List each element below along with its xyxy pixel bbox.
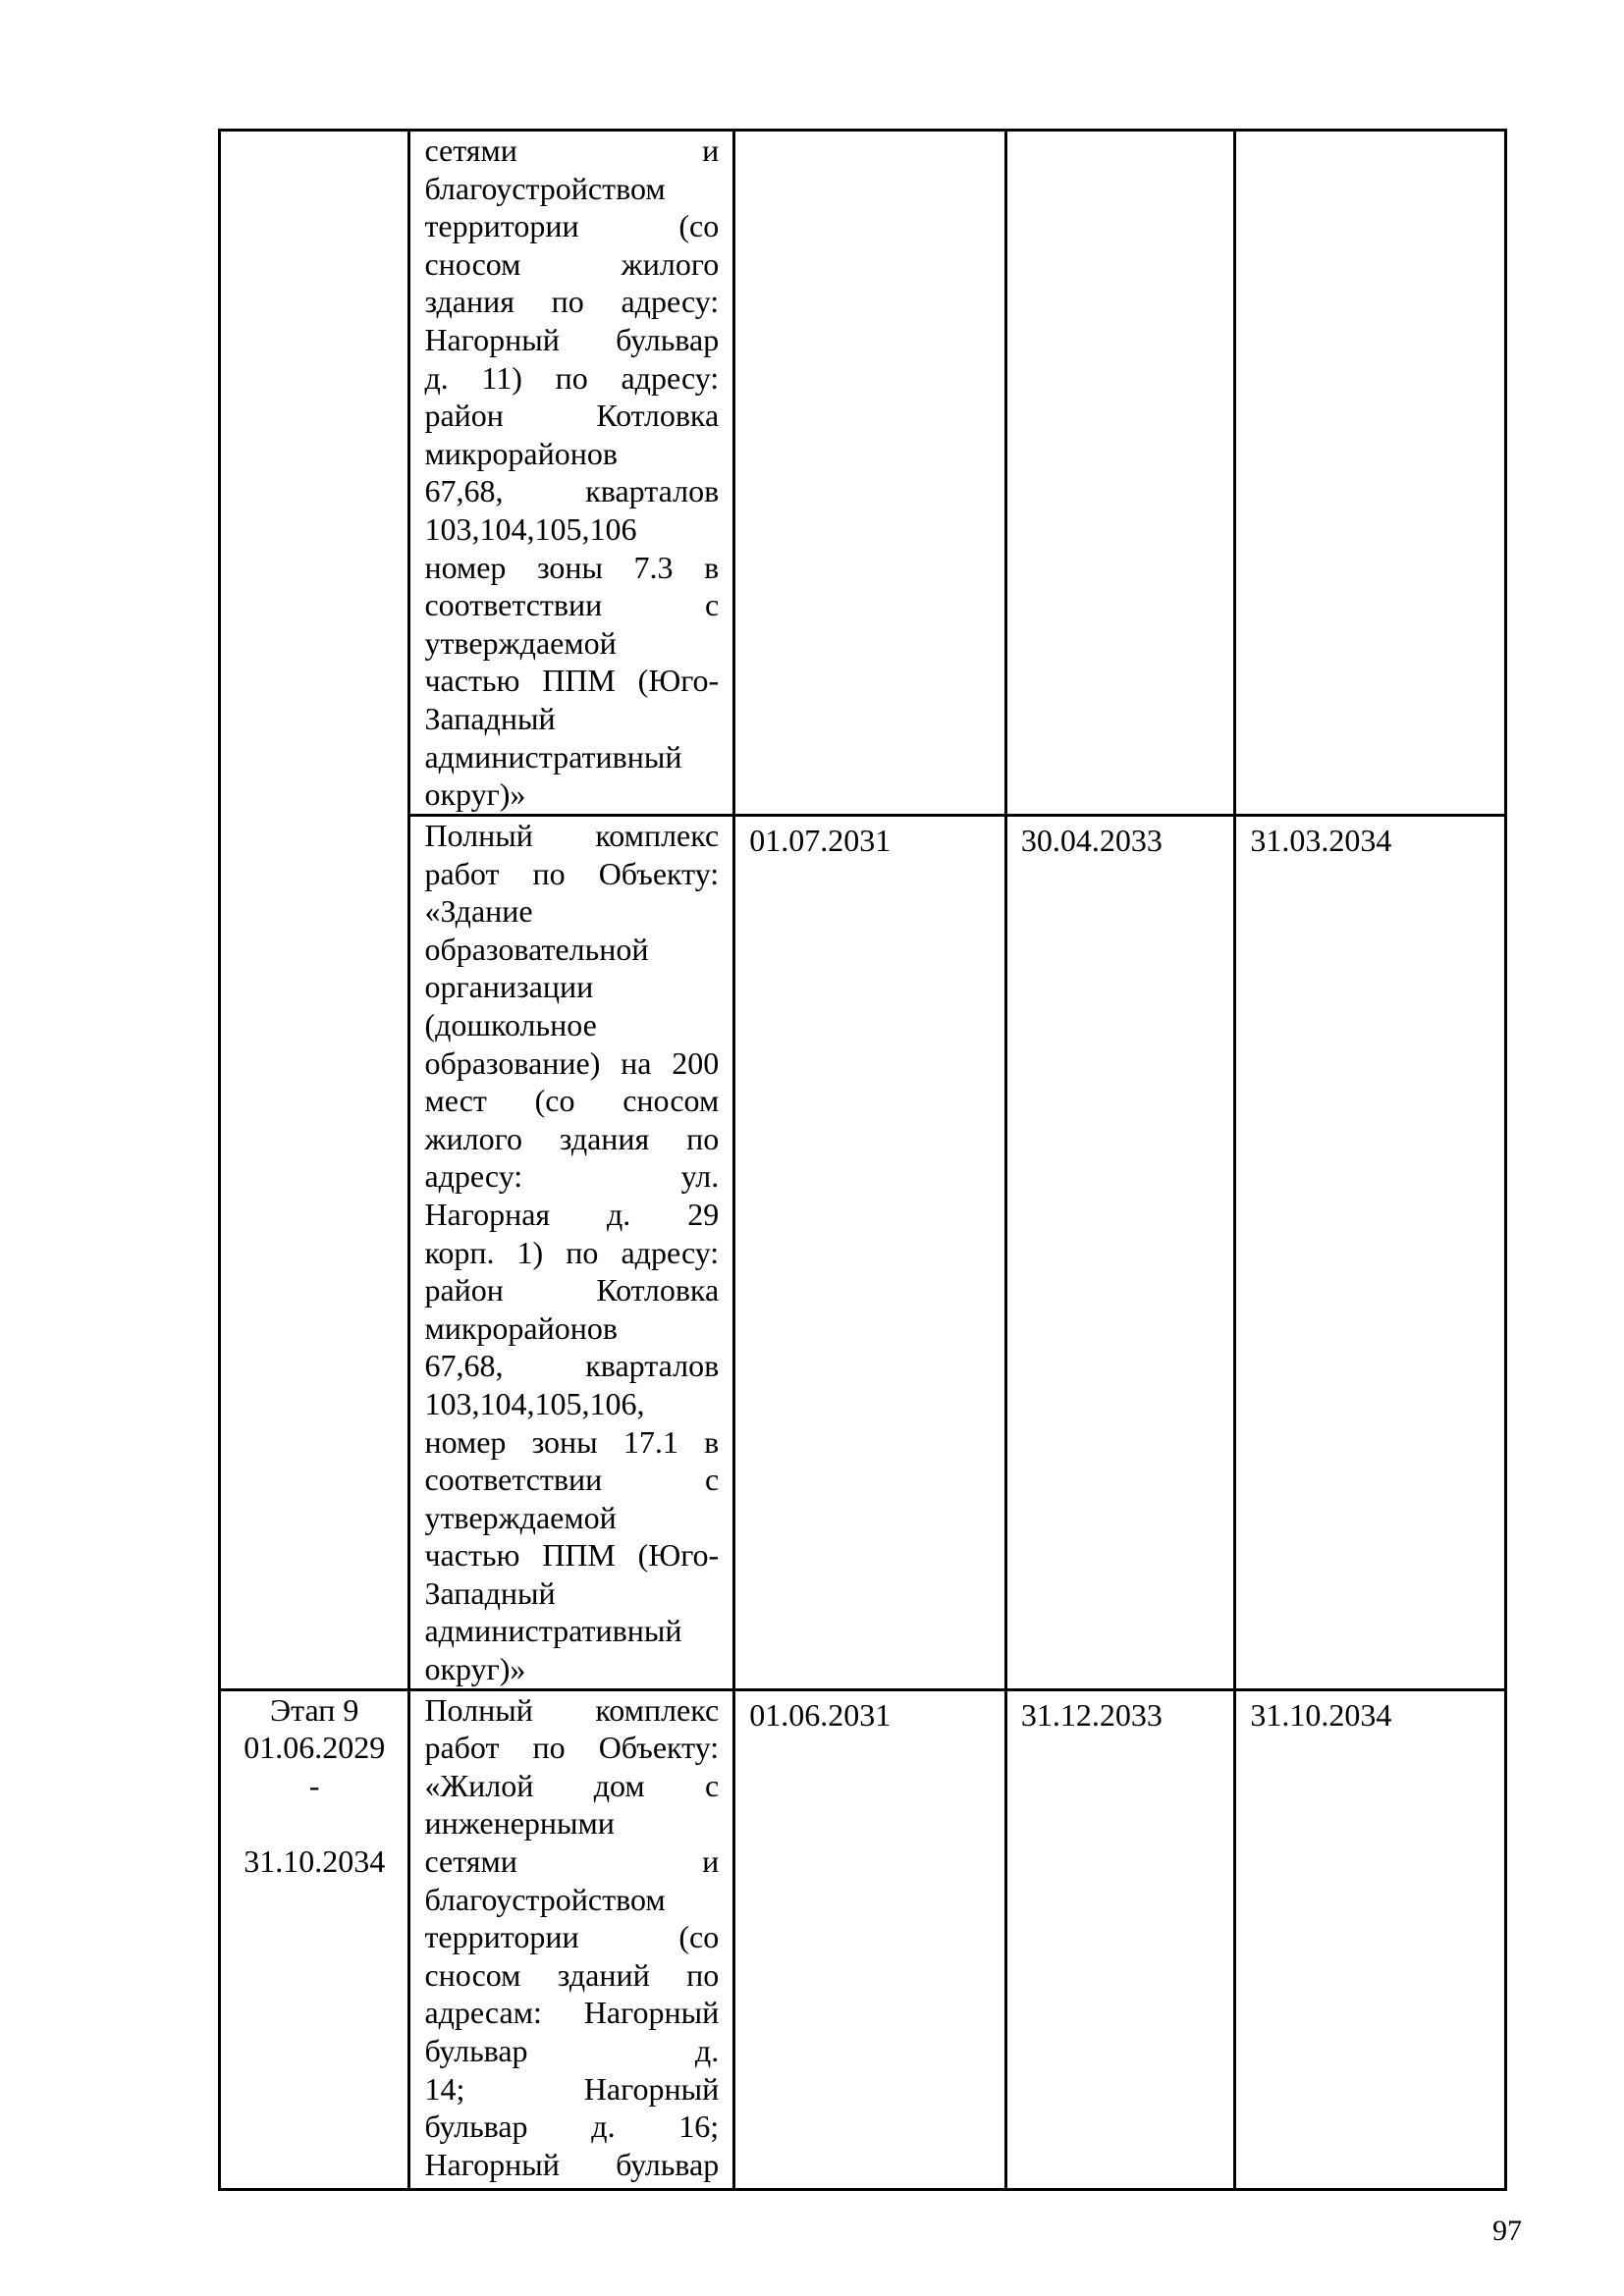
description-line: частью ППМ (Юго- (424, 663, 720, 699)
description-line: работ по Объекту: (424, 1730, 720, 1766)
description-line: образовательной (424, 931, 649, 967)
stage-line: Этап 9 (270, 1691, 359, 1728)
description-cell (409, 816, 734, 1690)
start-date-cell: 01.07.2031 (734, 816, 1006, 1690)
description-line: Западный (424, 1575, 556, 1611)
description-line: сносом зданий по (424, 1956, 720, 1993)
description-line: сносом жилого (424, 245, 720, 282)
description-line: 103,104,105,106, (424, 1385, 645, 1421)
description-line: сетями и (424, 1843, 720, 1880)
final-date-cell: 31.03.2034 (1235, 816, 1506, 1690)
description-line: «Здание (424, 893, 533, 930)
stage-cell (220, 131, 409, 1690)
description-line: адресу: ул. (424, 1158, 720, 1195)
stage-line: 31.10.2034 (244, 1843, 386, 1880)
description-line: округ)» (424, 776, 526, 813)
description-line: микрорайонов (424, 1309, 618, 1346)
description-line: административный (424, 738, 682, 774)
page-number: 97 (1492, 2215, 1522, 2247)
description-line: корп. 1) по адресу: (424, 1234, 720, 1270)
description-line: организации (424, 969, 594, 1005)
description-line: бульвар д. 16; (424, 2109, 720, 2145)
schedule-table (218, 129, 1507, 2191)
description-line: административный (424, 1613, 682, 1649)
description-line: здания по адресу: (424, 284, 720, 320)
description-line: сетями и (424, 133, 720, 168)
final-date-cell (1235, 131, 1506, 816)
description-line: Западный (424, 700, 556, 736)
description-line: номер зоны 17.1 в (424, 1423, 720, 1460)
description-line: 14; Нагорный (424, 2070, 720, 2107)
description-line: Нагорный бульвар (424, 2146, 720, 2182)
description-line: округ)» (424, 1651, 526, 1687)
description-cell (409, 131, 734, 816)
description-line: утверждаемой (424, 624, 617, 661)
description-line: Нагорный бульвар (424, 321, 720, 357)
description-line: жилого здания по (424, 1120, 720, 1156)
description-cell (409, 1689, 734, 2189)
description-line: образование) на 200 (424, 1044, 720, 1081)
description-line: территории (со (424, 208, 720, 244)
stage-line: - (308, 1767, 320, 1803)
description-line: работ по Объекту: (424, 855, 720, 891)
description-line: частью ППМ (Юго- (424, 1537, 720, 1574)
final-date-cell: 31.10.2034 (1235, 1689, 1506, 2189)
table-row (220, 816, 1506, 1690)
start-date-cell: 01.06.2031 (734, 1689, 1006, 2189)
description-line: д. 11) по адресу: (424, 359, 720, 396)
description-line: утверждаемой (424, 1499, 617, 1535)
description-line: соответствии с (424, 1462, 720, 1498)
description-line: район Котловка (424, 398, 720, 434)
end-date-cell (1005, 131, 1235, 816)
description-line: номер зоны 7.3 в (424, 549, 720, 585)
description-line: микрорайонов (424, 435, 618, 471)
description-line: инженерными (424, 1805, 615, 1842)
stage-line (221, 1804, 407, 1842)
description-line: Полный комплекс (424, 818, 720, 853)
description-line: благоустройством (424, 170, 666, 206)
description-line: территории (со (424, 1919, 720, 1955)
description-line: адресам: Нагорный (424, 1995, 720, 2031)
description-line: «Жилой дом с (424, 1767, 720, 1803)
description-line: бульвар д. (424, 2033, 720, 2068)
description-line: 103,104,105,106 (424, 510, 637, 547)
start-date-cell (734, 131, 1006, 816)
table-row (220, 1689, 1506, 2189)
description-line: 67,68, кварталов (424, 473, 720, 509)
table-row (220, 131, 1506, 816)
description-line: район Котловка (424, 1272, 720, 1308)
description-line: благоустройством (424, 1881, 666, 1917)
description-line: Полный комплекс (424, 1691, 720, 1728)
end-date-cell: 30.04.2033 (1005, 816, 1235, 1690)
description-line: мест (со сносом (424, 1083, 720, 1119)
stage-line: 01.06.2029 (244, 1730, 386, 1766)
description-line: (дошкольное (424, 1006, 597, 1042)
description-line: 67,68, кварталов (424, 1348, 720, 1384)
description-line: соответствии с (424, 587, 720, 623)
description-line: Нагорная д. 29 (424, 1196, 720, 1232)
stage-cell (220, 1689, 409, 2189)
end-date-cell: 31.12.2033 (1005, 1689, 1235, 2189)
